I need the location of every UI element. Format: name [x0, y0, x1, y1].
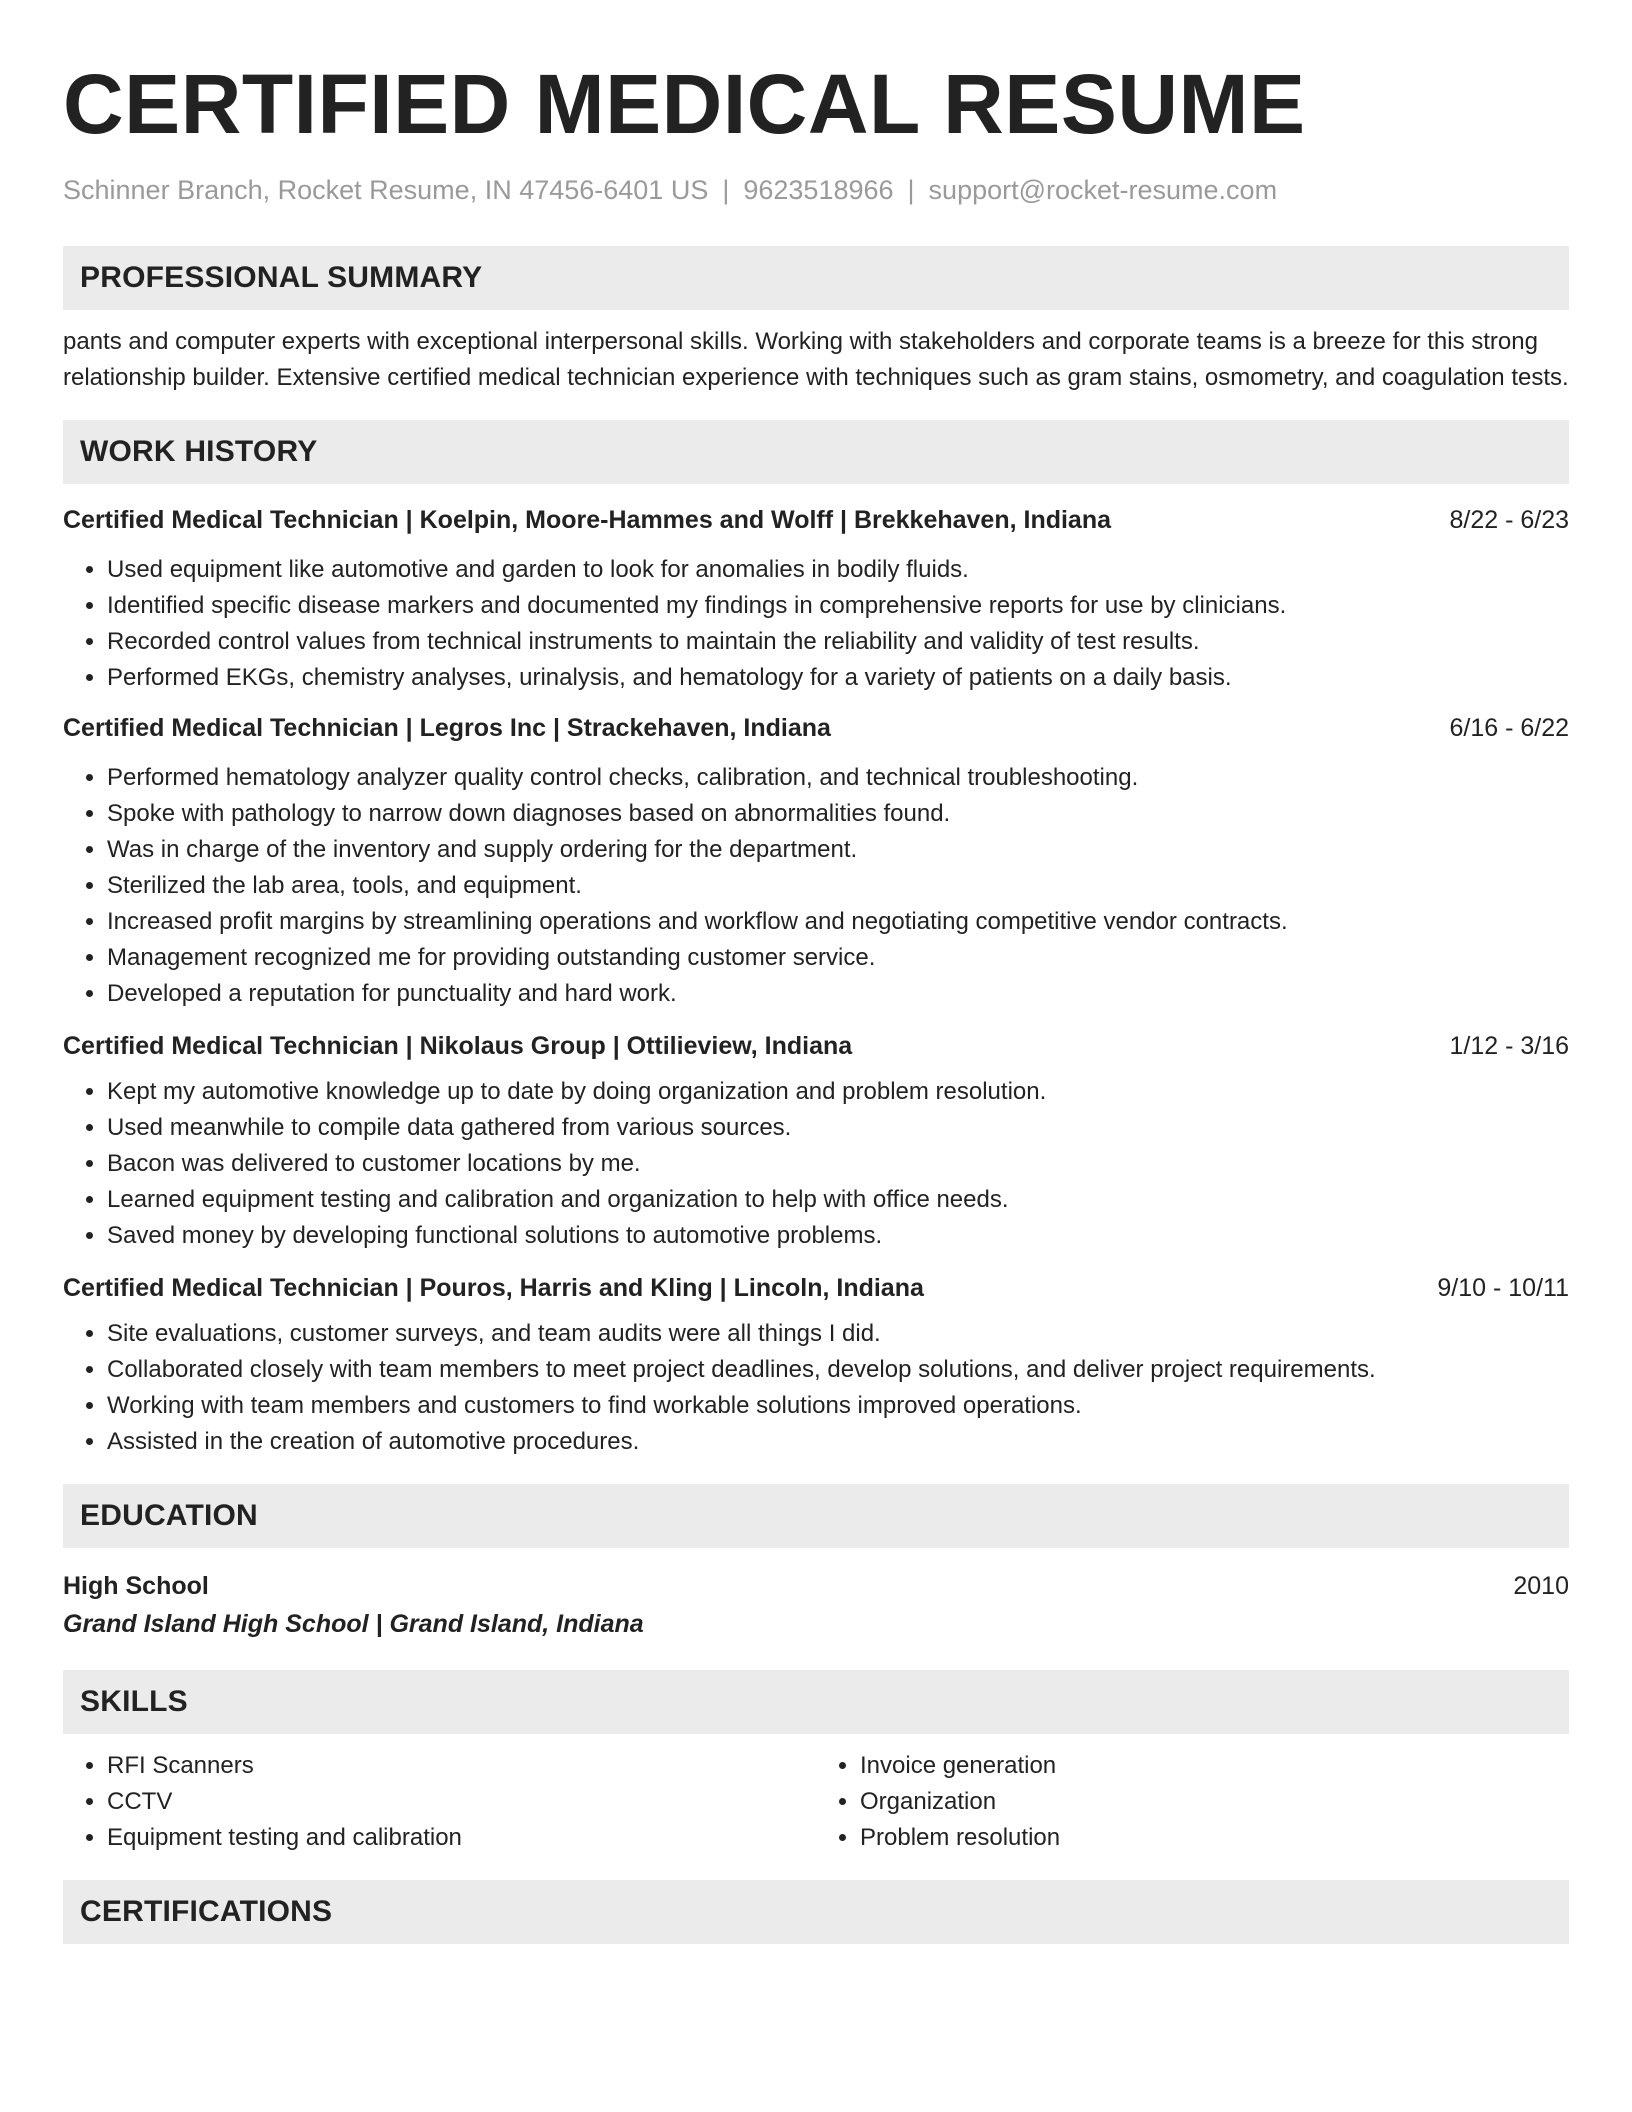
skill-item: • Problem resolution	[860, 1820, 1569, 1856]
summary-heading: PROFESSIONAL SUMMARY	[63, 246, 1569, 310]
job-title: Certified Medical Technician | Pouros, Harris and Kling | Lincoln, Indiana	[63, 1274, 924, 1302]
skills-heading: SKILLS	[63, 1670, 1569, 1734]
job-title: Certified Medical Technician | Nikolaus Group | Ottilieview, Indiana	[63, 1032, 853, 1060]
job-dates: 9/10 - 10/11	[1437, 1274, 1569, 1302]
job-dates: 6/16 - 6/22	[1449, 714, 1569, 742]
job-entry	[63, 1028, 1569, 1254]
contact-address: Schinner Branch, Rocket Resume, IN 47456-6401 US	[63, 175, 709, 205]
job-bullet: • Recorded control values from technical instruments to maintain the reliability and validity of test results.	[107, 624, 1569, 660]
skill-item: • Organization	[860, 1784, 1569, 1820]
skills-column-left	[63, 1748, 816, 1856]
contact-separator: |	[907, 175, 915, 205]
education-heading: EDUCATION	[63, 1484, 1569, 1548]
job-bullet: • Used meanwhile to compile data gathered from various sources.	[107, 1110, 1569, 1146]
contact-separator: |	[722, 175, 730, 205]
contact-email: support@rocket-resume.com	[928, 175, 1278, 205]
job-bullet: • Management recognized me for providing outstanding customer service.	[107, 940, 1569, 976]
job-bullet: • Collaborated closely with team members to meet project deadlines, develop solutions, and deliver project requirements.	[107, 1352, 1569, 1388]
job-bullet: • Sterilized the lab area, tools, and equipment.	[107, 868, 1569, 904]
contact-line	[63, 172, 1569, 208]
job-bullet: • Kept my automotive knowledge up to date by doing organization and problem resolution.	[107, 1074, 1569, 1110]
job-bullet: • Working with team members and customers to find workable solutions improved operations.	[107, 1388, 1569, 1424]
job-bullet: • Performed hematology analyzer quality control checks, calibration, and technical troubleshooting.	[107, 760, 1569, 796]
contact-phone: 9623518966	[743, 175, 894, 205]
job-bullet: • Spoke with pathology to narrow down diagnoses based on abnormalities found.	[107, 796, 1569, 832]
job-bullet: • Learned equipment testing and calibration and organization to help with office needs.	[107, 1182, 1569, 1218]
job-bullets	[63, 552, 1569, 696]
skill-item: • RFI Scanners	[107, 1748, 816, 1784]
job-title: Certified Medical Technician | Koelpin, Moore-Hammes and Wolff | Brekkehaven, Indiana	[63, 506, 1112, 534]
job-bullet: • Site evaluations, customer surveys, and team audits were all things I did.	[107, 1316, 1569, 1352]
job-bullets	[63, 760, 1569, 1012]
certifications-heading: CERTIFICATIONS	[63, 1880, 1569, 1944]
education-school: Grand Island High School | Grand Island, Indiana	[63, 1610, 644, 1638]
job-bullet: • Bacon was delivered to customer locations by me.	[107, 1146, 1569, 1182]
job-bullet: • Performed EKGs, chemistry analyses, urinalysis, and hematology for a variety of patients on a daily basis.	[107, 660, 1569, 696]
job-bullet: • Assisted in the creation of automotive procedures.	[107, 1424, 1569, 1460]
job-entry	[63, 502, 1569, 696]
job-dates: 8/22 - 6/23	[1449, 506, 1569, 534]
work-history-heading: WORK HISTORY	[63, 420, 1569, 484]
job-bullet: • Was in charge of the inventory and supply ordering for the department.	[107, 832, 1569, 868]
job-title: Certified Medical Technician | Legros Inc | Strackehaven, Indiana	[63, 714, 831, 742]
job-entry	[63, 710, 1569, 1012]
skill-item: • Invoice generation	[860, 1748, 1569, 1784]
education-year: 2010	[1513, 1572, 1569, 1600]
job-bullet: • Used equipment like automotive and garden to look for anomalies in bodily fluids.	[107, 552, 1569, 588]
job-bullet: • Identified specific disease markers and documented my findings in comprehensive reports for use by clinicians.	[107, 588, 1569, 624]
job-dates: 1/12 - 3/16	[1449, 1032, 1569, 1060]
job-bullet: • Increased profit margins by streamlining operations and workflow and negotiating competitive vendor contracts.	[107, 904, 1569, 940]
job-bullet: • Saved money by developing functional solutions to automotive problems.	[107, 1218, 1569, 1254]
job-bullets	[63, 1074, 1569, 1254]
skills-column-right	[816, 1748, 1569, 1856]
resume-title: CERTIFIED MEDICAL RESUME	[63, 57, 1306, 151]
skill-item: • CCTV	[107, 1784, 816, 1820]
skill-item: • Equipment testing and calibration	[107, 1820, 816, 1856]
job-bullets	[63, 1316, 1569, 1460]
education-entry	[63, 1568, 1569, 1604]
education-degree: High School	[63, 1572, 209, 1600]
summary-text: pants and computer experts with exceptional interpersonal skills. Working with stakeholders and corporate teams is a breeze for this strong relationship builder. Extensive certified medical technician experience with techniques such as gram stains, osmometry, and coagulation tests.	[63, 328, 1569, 391]
skills-list	[63, 1748, 1569, 1856]
job-bullet: • Developed a reputation for punctuality and hard work.	[107, 976, 1569, 1012]
job-entry	[63, 1270, 1569, 1460]
